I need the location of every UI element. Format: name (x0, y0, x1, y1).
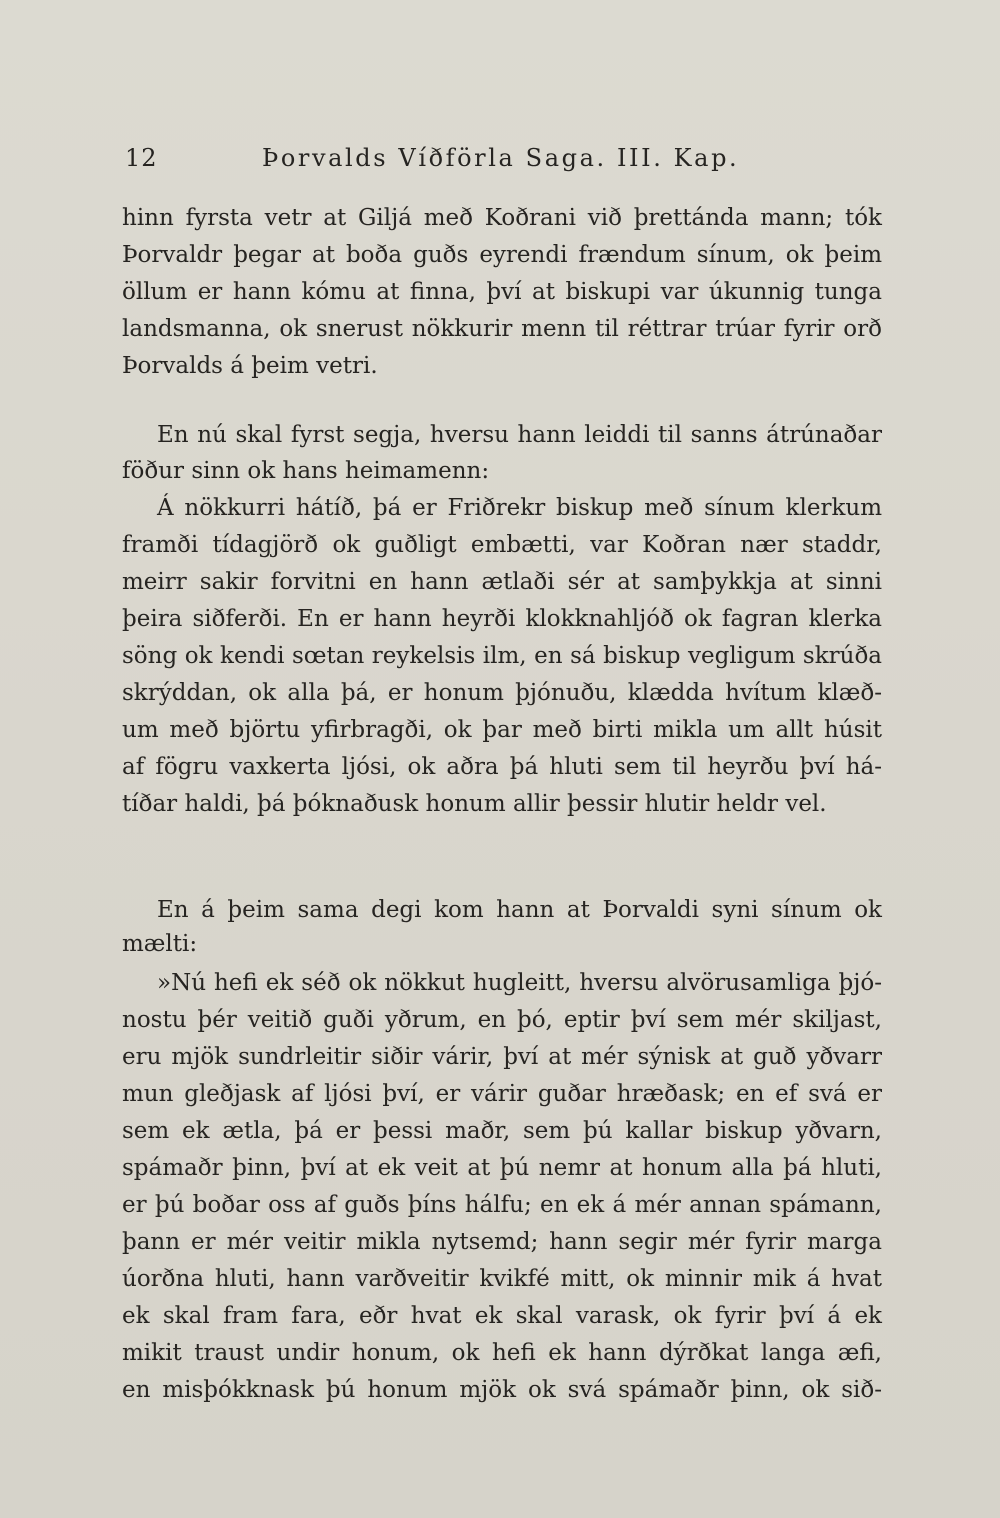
text-line: um með björtu yfirbragði, ok þar með birti mikla um allt húsit (122, 717, 882, 743)
text-line: föður sinn ok hans heimamenn: (122, 458, 490, 484)
text-line: framði tídagjörð ok guðligt embætti, var Koðran nær staddr, (122, 532, 882, 558)
text-line: landsmanna, ok snerust nökkurir menn til réttrar trúar fyrir orð (122, 316, 882, 342)
text-line: mælti: (122, 931, 198, 957)
text-line: þeira siðferði. En er hann heyrði klokknahljóð ok fagran klerka (122, 606, 882, 632)
page-number: 12 (125, 144, 158, 172)
text-line: af fögru vaxkerta ljósi, ok aðra þá hluti sem til heyrðu því há- (122, 754, 882, 780)
text-line: spámaðr þinn, því at ek veit at þú nemr at honum alla þá hluti, (122, 1155, 882, 1181)
text-line: meirr sakir forvitni en hann ætlaði sér at samþykkja at sinni (122, 569, 882, 595)
text-line: Á nökkurri hátíð, þá er Friðrekr biskup með sínum klerkum (157, 495, 882, 521)
text-line: »Nú hefi ek séð ok nökkut hugleitt, hversu alvörusamliga þjó- (157, 970, 882, 996)
text-line: En nú skal fyrst segja, hversu hann leiddi til sanns átrúnaðar (157, 422, 882, 448)
text-line: Þorvalds á þeim vetri. (122, 353, 378, 379)
text-line: En á þeim sama degi kom hann at Þorvaldi syni sínum ok (157, 897, 882, 923)
text-line: tíðar haldi, þá þóknaðusk honum allir þessir hlutir heldr vel. (122, 791, 827, 817)
text-line: mun gleðjask af ljósi því, er várir guðar hræðask; en ef svá er (122, 1081, 882, 1107)
text-line: eru mjök sundrleitir siðir várir, því at mér sýnisk at guð yðvarr (122, 1044, 882, 1070)
text-line: úorðna hluti, hann varðveitir kvikfé mitt, ok minnir mik á hvat (122, 1266, 882, 1292)
page-header (0, 140, 1000, 184)
text-line: skrýddan, ok alla þá, er honum þjónuðu, klædda hvítum klæð- (122, 680, 882, 706)
text-line: ek skal fram fara, eðr hvat ek skal varask, ok fyrir því á ek (122, 1303, 882, 1329)
text-line: er þú boðar oss af guðs þíns hálfu; en ek á mér annan spámann, (122, 1192, 882, 1218)
text-line: en misþókknask þú honum mjök ok svá spámaðr þinn, ok sið- (122, 1377, 882, 1403)
running-title: Þorvalds Víðförla Saga. III. Kap. (262, 144, 740, 172)
text-line: nostu þér veitið guði yðrum, en þó, eptir því sem mér skiljast, (122, 1007, 882, 1033)
text-line: sem ek ætla, þá er þessi maðr, sem þú kallar biskup yðvarn, (122, 1118, 882, 1144)
text-line: þann er mér veitir mikla nytsemd; hann segir mér fyrir marga (122, 1229, 882, 1255)
text-line: hinn fyrsta vetr at Giljá með Koðrani við þrettánda mann; tók (122, 205, 882, 231)
text-line: Þorvaldr þegar at boða guðs eyrendi frændum sínum, ok þeim (122, 242, 882, 268)
text-line: mikit traust undir honum, ok hefi ek hann dýrðkat langa æfi, (122, 1340, 882, 1366)
text-line: öllum er hann kómu at finna, því at biskupi var úkunnig tunga (122, 279, 882, 305)
text-line: söng ok kendi sœtan reykelsis ilm, en sá biskup vegligum skrúða (122, 643, 882, 669)
